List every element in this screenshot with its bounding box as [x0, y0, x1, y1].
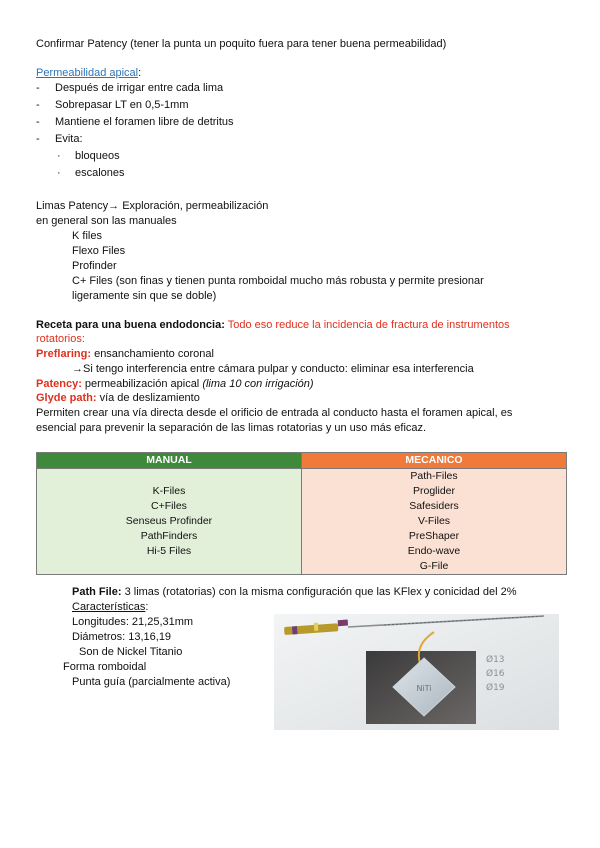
- limas-item: K files: [72, 230, 102, 242]
- forma: Forma romboidal: [63, 661, 147, 673]
- preflaring-line: [36, 347, 214, 361]
- permeabilidad-colon: :: [138, 67, 142, 79]
- mecanico-item: Safesiders: [409, 500, 459, 512]
- list-item: [36, 98, 189, 112]
- manual-item: PathFinders: [140, 530, 198, 542]
- sub-list-item-text: bloqueos: [75, 150, 120, 162]
- list-item-text: Mantiene el foramen libre de detritus: [55, 116, 234, 128]
- nickel: Son de Nickel Titanio: [79, 646, 183, 658]
- receta-title: Receta para una buena endodoncia:: [36, 319, 225, 331]
- patency-line: [36, 377, 314, 391]
- dash-marker: -: [36, 133, 40, 145]
- comparison-table: [36, 452, 567, 575]
- patency-text: permeabilización apical: [81, 378, 203, 390]
- glyde-text: vía de deslizamiento: [96, 392, 200, 404]
- pathfile-line: [72, 585, 516, 599]
- patency-italic: (lima 10 con irrigación): [202, 378, 314, 390]
- dash-marker: -: [36, 116, 40, 128]
- glyde-label: Glyde path:: [36, 392, 97, 404]
- list-item-text: Sobrepasar LT en 0,5-1mm: [55, 99, 189, 111]
- list-item: [36, 115, 234, 129]
- diametros: Diámetros: 13,16,19: [72, 631, 172, 643]
- mecanico-header: MECANICO: [302, 453, 567, 469]
- header-text: Confirmar Patency (tener la punta un poquito fuera para tener buena permeabilidad): [36, 38, 447, 50]
- arrow-icon: →: [108, 200, 120, 212]
- receta-desc-2: esencial para prevenir la separación de las limas rotatorias y un uso más eficaz.: [36, 422, 427, 434]
- mecanico-item: Endo-wave: [407, 545, 461, 557]
- limas-title-text: Limas Patency: [36, 200, 109, 212]
- niti-label: NiTi: [416, 684, 432, 693]
- permeabilidad-heading: [36, 66, 141, 80]
- pathfile-text: 3 limas (rotatorias) con la misma configuración que las KFlex y conicidad del 2%: [121, 586, 517, 598]
- limas-cplus-line2: ligeramente sin que se doble): [72, 290, 217, 302]
- preflaring-label: Preflaring:: [36, 348, 92, 360]
- manual-item: Hi-5 Files: [146, 545, 192, 557]
- limas-item: Profinder: [72, 260, 117, 272]
- diameter-label: Ø16: [486, 669, 505, 679]
- limas-title-rest: Exploración, permeabilización: [119, 200, 269, 212]
- sub-list-item-text: escalones: [75, 167, 125, 179]
- manual-cell: [37, 469, 302, 575]
- caracteristicas-title: Características: [72, 601, 146, 613]
- longitudes: Longitudes: 21,25,31mm: [72, 616, 194, 628]
- bullet-marker: ·: [57, 167, 61, 179]
- permeabilidad-title-link[interactable]: Permeabilidad apical: [36, 67, 139, 79]
- dash-marker: -: [36, 99, 40, 111]
- pathfile-illustration: [274, 614, 559, 730]
- diameter-label: Ø13: [486, 655, 505, 665]
- limas-title: [36, 199, 268, 213]
- preflaring-text: ensanchamiento coronal: [91, 348, 214, 360]
- pathfile-photo: [274, 614, 559, 730]
- patency-label: Patency:: [36, 378, 82, 390]
- mecanico-item: Path-Files: [410, 470, 458, 482]
- caracteristicas-heading: [72, 600, 148, 614]
- limas-item: Flexo Files: [72, 245, 126, 257]
- manual-item: Senseus Profinder: [125, 515, 213, 527]
- mecanico-cell: [302, 469, 567, 575]
- sub-list-item: [57, 166, 125, 180]
- list-item-text: Evita:: [55, 133, 83, 145]
- glyde-line: [36, 391, 200, 405]
- manual-header: MANUAL: [37, 453, 302, 469]
- list-item: [36, 132, 83, 146]
- mecanico-item: PreShaper: [408, 530, 460, 542]
- manual-item: C+Files: [151, 500, 187, 512]
- list-item-text: Después de irrigar entre cada lima: [55, 82, 224, 94]
- pathfile-label: Path File:: [72, 586, 122, 598]
- list-item: [36, 81, 224, 95]
- bullet-marker: ·: [57, 150, 61, 162]
- mecanico-item: G-File: [419, 560, 449, 572]
- limas-cplus-line1: C+ Files (son finas y tienen punta romboidal mucho más robusta y permite presionar: [72, 275, 484, 287]
- receta-red-text: Todo eso reduce la incidencia de fractura de instrumentos: [224, 319, 510, 331]
- sub-list-item: [57, 149, 120, 163]
- caracteristicas-colon: :: [145, 601, 149, 613]
- receta-desc-1: Permiten crear una vía directa desde el orificio de entrada al conducto hasta el foramen apical, es: [36, 407, 513, 419]
- receta-heading: [36, 318, 510, 332]
- mecanico-item: V-Files: [417, 515, 451, 527]
- manual-item: K-Files: [152, 485, 186, 497]
- diameter-label: Ø19: [486, 683, 505, 693]
- receta-red-text-2: rotatorios:: [36, 333, 85, 345]
- preflaring-note: →Si tengo interferencia entre cámara pulpar y conducto: eliminar esa interferencia: [72, 363, 474, 375]
- punta: Punta guía (parcialmente activa): [72, 676, 231, 688]
- limas-general: en general son las manuales: [36, 215, 177, 227]
- mecanico-item: Proglider: [412, 485, 456, 497]
- dash-marker: -: [36, 82, 40, 94]
